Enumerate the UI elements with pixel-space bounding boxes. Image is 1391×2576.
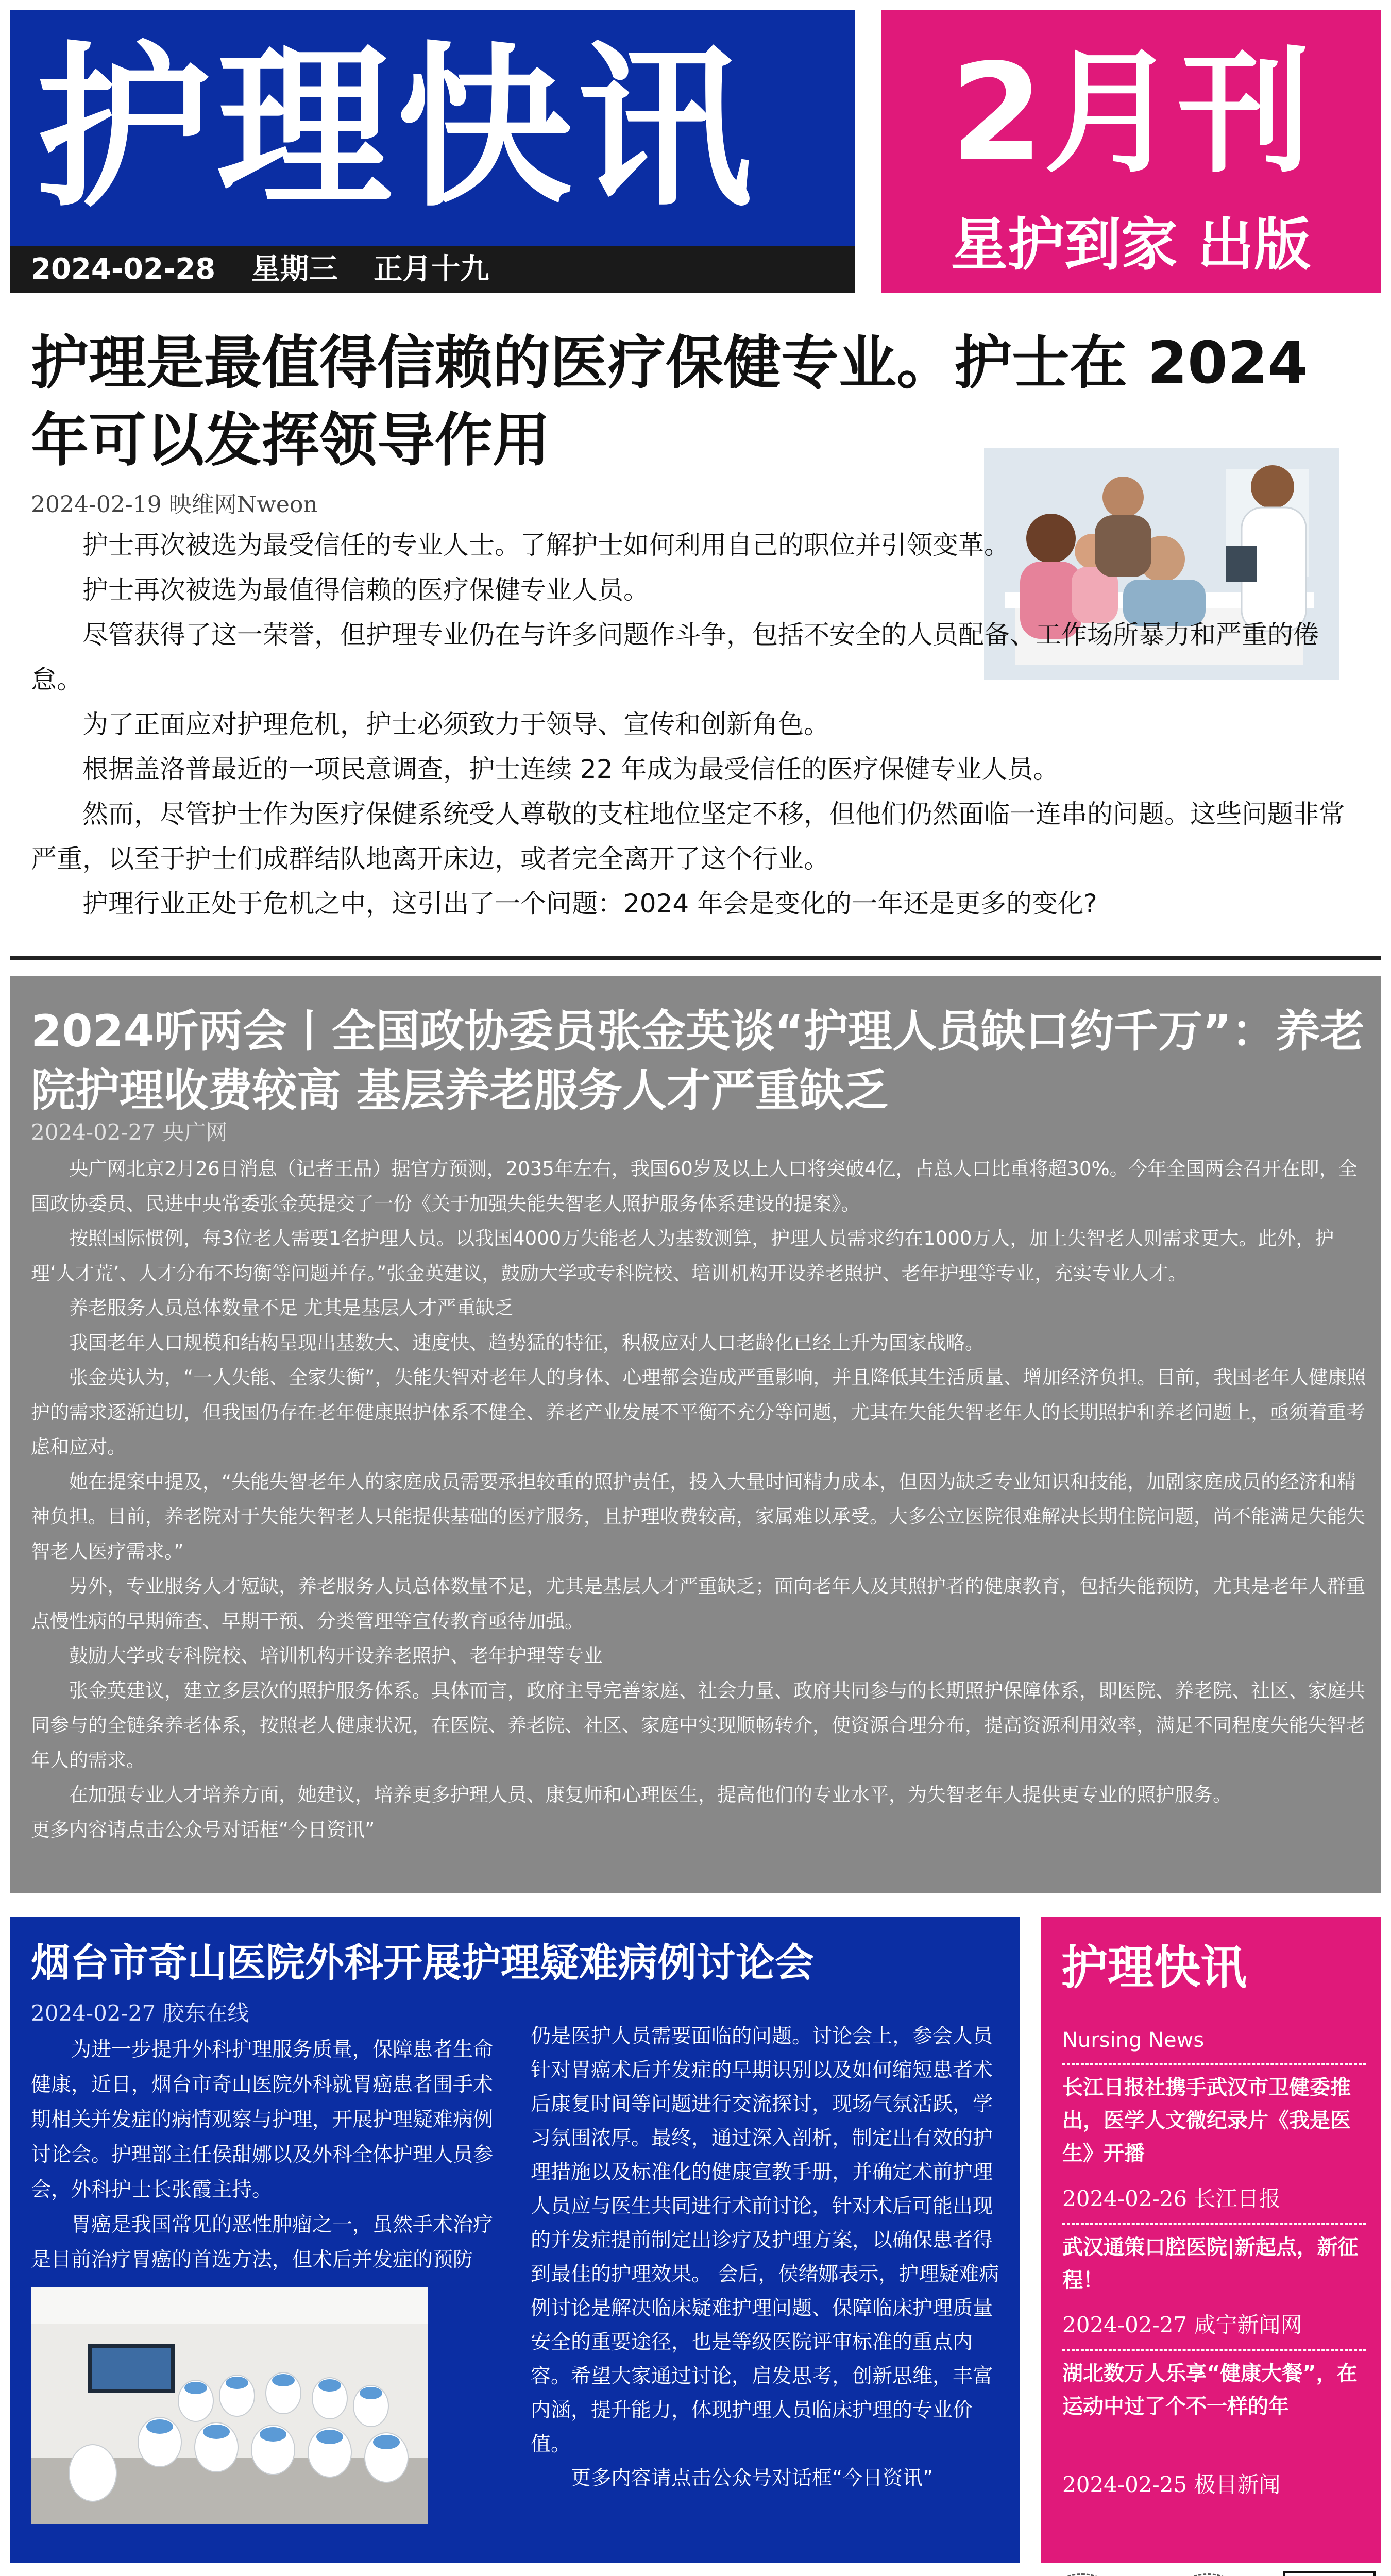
- sidebar-item-headline[interactable]: 长江日报社携手武汉市卫健委推出，医学人文微纪录片《我是医生》开播: [1062, 2076, 1351, 2165]
- article2-more-link[interactable]: 更多内容请点击公众号对话框“今日资讯”: [31, 1818, 375, 1841]
- sidebar-item-source: 咸宁新闻网: [1194, 2312, 1302, 2337]
- sidebar-item-headline[interactable]: 湖北数万人乐享“健康大餐”，在运动中过了个不一样的年: [1062, 2362, 1358, 2418]
- issue-weekday: 星期三: [251, 252, 338, 286]
- article2-paragraph: 我国老年人口规模和结构呈现出基数大、速度快、趋势猛的特征，积极应对人口老龄化已经上升为国家战略。: [69, 1331, 984, 1354]
- issue-date: 2024-02-28: [31, 252, 216, 286]
- article2-paragraph: 她在提案中提及，“失能失智老年人的家庭成员需要承担较重的照护责任，投入大量时间精力成本，但因为缺乏专业知识和技能，加剧家庭成员的经济和精神负担。目前，养老院对于失能失智老人只能提供基础的医疗服务，且护理收费较高，家属难以承受。大多公立医院很难解决长期住院问题，尚不能满足失能失智老人医疗需求。”: [31, 1470, 1365, 1563]
- article3-more-link[interactable]: 更多内容请点击公众号对话框“今日资讯”: [571, 2467, 934, 2490]
- article1-source: 映维网Nweon: [168, 492, 318, 518]
- sidebar-item-date: 2024-02-26: [1062, 2186, 1188, 2211]
- article3-source: 胶东在线: [162, 2001, 249, 2026]
- article2-paragraph: 张金英建议，建立多层次的照护服务体系。具体而言，政府主导完善家庭、社会力量、政府共同参与的长期照护保障体系，即医院、养老院、社区、家庭共同参与的全链条养老体系，按照老人健康状况，在医院、养老院、社区、家庭中实现顺畅转介，使资源合理分布，提高资源利用效率，满足不同程度失能失智老年人的需求。: [31, 1679, 1365, 1771]
- article1-paragraph: 根据盖洛普最近的一项民意调查，护士连续 22 年成为最受信任的医疗保健专业人员。: [82, 754, 1059, 784]
- article1-date: 2024-02-19: [31, 492, 162, 518]
- publisher-label: 星护到家 出版: [951, 212, 1311, 278]
- sidebar-item-meta: [1062, 2184, 1281, 2213]
- article1-paragraph: 护理行业正处于危机之中，这引出了一个问题：2024 年会是变化的一年还是更多的变化?: [82, 889, 1097, 919]
- issue-label: 2月刊: [950, 36, 1312, 191]
- sidebar-item-headline[interactable]: 武汉通策口腔医院|新起点，新征程！: [1062, 2235, 1359, 2292]
- article3-paragraph: 为进一步提升外科护理服务质量，保障患者生命健康，近日，烟台市奇山医院外科就胃癌患者围手术期相关并发症的病情观察与护理，开展护理疑难病例讨论会。护理部主任侯甜娜以及外科全体护理人员参会，外科护士长张霞主持。: [31, 2038, 494, 2201]
- article3-meta: [31, 1999, 249, 2028]
- article1-meta: [31, 489, 318, 520]
- mini-program-code-icon: [1036, 2573, 1128, 2576]
- sidebar-subtitle: Nursing News: [1062, 2028, 1205, 2052]
- article3-paragraph: 仍是医护人员需要面临的问题。讨论会上，参会人员针对胃癌术后并发症的早期识别以及如何缩短患者术后康复时间等问题进行交流探讨，现场气氛活跃，学习氛围浓厚。最终，通过深入剖析，制定出有效的护理措施以及标准化的健康宣教手册，并确定术前护理人员应与医生共同进行术前讨论，针对术后可能出现的并发症提前制定出诊疗及护理方案，以确保患者得到最佳的护理效果。 会后，侯绪娜表示，护理疑难病例讨论是解决临床疑难护理问题、保障临床护理质量安全的重要途径，也是等级医院评审标准的重点内容。希望大家通过讨论，启发思考，创新思维，丰富内涵，提升能力，体现护理人员临床护理的专业价值。: [531, 2025, 999, 2456]
- article1-paragraph: 然而，尽管护士作为医疗保健系统受人尊敬的支柱地位坚定不移，但他们仍然面临一连串的问题。这些问题非常严重，以至于护士们成群结队地离开床边，或者完全离开了这个行业。: [31, 799, 1345, 874]
- user-app-qr[interactable]: [1036, 2573, 1128, 2576]
- article1-paragraph: 为了正面应对护理危机，护士必须致力于领导、宣传和创新角色。: [82, 709, 829, 739]
- article2-date: 2024-02-27: [31, 1120, 156, 1145]
- article2-block: [10, 976, 1381, 1893]
- article2-body: [31, 1151, 1370, 1847]
- staff-app-qr[interactable]: [1162, 2573, 1254, 2576]
- qr-code-icon: [1285, 2573, 1373, 2576]
- article2-paragraph: 张金英认为，“一人失能、全家失衡”，失能失智对老年人的身体、心理都会造成严重影响，并且降低其生活质量、增加经济负担。目前，我国老年人健康照护的需求逐渐迫切，但我国仍存在老年健康照护体系不健全、养老产业发展不平衡不充分等问题，尤其在失能失智老年人的长期照护和养老问题上，亟须着重考虑和应对。: [31, 1366, 1366, 1458]
- article2-source: 央广网: [162, 1120, 228, 1145]
- mini-program-code-icon: [1162, 2573, 1254, 2576]
- article2-paragraph: 央广网北京2月26日消息（记者王晶）据官方预测，2035年左右，我国60岁及以上人口将突破4亿，占总人口比重将超30%。今年全国两会召开在即，全国政协委员、民进中央常委张金英提交了一份《关于加强失能失智老人照护服务体系建设的提案》。: [31, 1158, 1358, 1215]
- article2-paragraph: 在加强专业人才培养方面，她建议，培养更多护理人员、康复师和心理医生，提高他们的专业水平，为失智老年人提供更专业的照护服务。: [69, 1784, 1232, 1806]
- masthead-date-bar: [10, 246, 855, 293]
- sidebar-divider: [1062, 2223, 1366, 2225]
- sidebar-item-source: 极目新闻: [1194, 2472, 1281, 2497]
- article2-title[interactable]: 2024听两会丨全国政协委员张金英谈“护理人员缺口约千万”：养老院护理收费较高 基层养老服务人才严重缺乏: [31, 1006, 1365, 1116]
- article1-paragraph: 护士再次被选为最受信任的专业人士。了解护士如何利用自己的职位并引领变革。: [82, 530, 1010, 560]
- article1-title[interactable]: 护理是最值得信赖的医疗保健专业。护士在 2024 年可以发挥领导作用: [31, 330, 1308, 474]
- meeting-room-photo-icon: [31, 2287, 428, 2524]
- issue-lunar-date: 正月十九: [374, 252, 489, 286]
- wechat-qr-code-icon[interactable]: [1283, 2571, 1376, 2576]
- masthead-date-line: [31, 252, 515, 286]
- article3-date: 2024-02-27: [31, 2001, 156, 2026]
- article2-subheading: 养老服务人员总体数量不足 尤其是基层人才严重缺乏: [69, 1297, 514, 1319]
- article3-left-column: [31, 2032, 505, 2278]
- issue-badge: [881, 10, 1381, 293]
- news-sidebar: [1041, 1917, 1381, 2563]
- article3-paragraph: 胃癌是我国常见的恶性肿瘤之一，虽然手术治疗是目前治疗胃癌的首选方法，但术后并发症的预防: [31, 2213, 494, 2272]
- sidebar-item-source: 长江日报: [1194, 2186, 1281, 2211]
- article3-photo: [31, 2287, 428, 2524]
- masthead-title: 护理快讯: [36, 27, 757, 231]
- sidebar-divider: [1062, 2349, 1366, 2351]
- article2-meta: [31, 1118, 228, 1147]
- article2-paragraph: 另外，专业服务人才短缺，养老服务人员总体数量不足，尤其是基层人才严重缺乏；面向老年人及其照护者的健康教育，包括失能预防，尤其是老年人群重点慢性病的早期筛查、早期干预、分类管理等宣传教育亟待加强。: [31, 1575, 1365, 1632]
- article2-paragraph: 按照国际惯例，每3位老人需要1名护理人员。以我国4000万失能老人为基数测算，护理人员需求约在1000万人，加上失智老人则需求更大。此外，护理‘人才荒’、人才分布不均衡等问题并存。”张金英建议，鼓励大学或专科院校、培训机构开设养老照护、老年护理等专业，充实专业人才。: [31, 1227, 1334, 1284]
- sidebar-item-meta: [1062, 2470, 1281, 2499]
- article1-paragraph: 护士再次被选为最值得信赖的医疗保健专业人员。: [82, 575, 649, 605]
- article3-block: [10, 1917, 1020, 2563]
- sidebar-title: 护理快讯: [1061, 1941, 1247, 1995]
- sidebar-item-date: 2024-02-25: [1062, 2472, 1188, 2497]
- article3-title[interactable]: 烟台市奇山医院外科开展护理疑难病例讨论会: [31, 1940, 814, 1986]
- section-divider: [10, 956, 1381, 960]
- sidebar-item-meta: [1062, 2311, 1302, 2340]
- article2-subheading: 鼓励大学或专科院校、培训机构开设养老照护、老年护理等专业: [69, 1645, 603, 1667]
- sidebar-divider: [1062, 2063, 1366, 2065]
- article3-right-column: [531, 2020, 999, 2496]
- sidebar-item-date: 2024-02-27: [1062, 2312, 1188, 2337]
- article1-body: [31, 523, 1360, 926]
- article1-paragraph: 尽管获得了这一荣誉，但护理专业仍在与许多问题作斗争，包括不安全的人员配备、工作场所暴力和严重的倦怠。: [31, 620, 1319, 694]
